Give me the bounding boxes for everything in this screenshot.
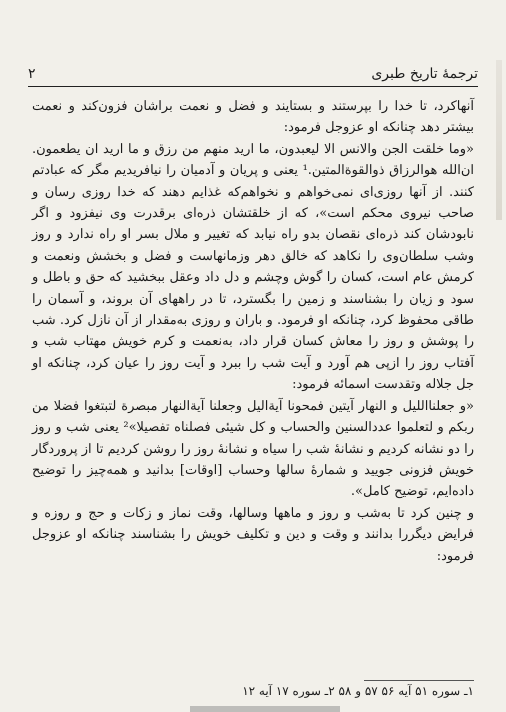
scan-artifact <box>190 706 340 712</box>
page-number: ۲ <box>28 66 36 82</box>
paragraph: «و جعلنااللیل و النهار آیتین فمحونا آیةالیل وجعلنا آیةالنهار مبصرة لتبتغوا فضلا من ربکم و لتعلموا عددالسنین والحساب و کل شیئی فصلناه تفصیلا»² یعنی شب و روز را دو نشانه کردیم و نشانهٔ شب را سیاه و نشانهٔ روز را روشن کردیم تا از پروردگار خویش فزونی جویید و شمارهٔ سالها وحساب [اوقات] بدانید و همه‌چیز را توضیح داده‌ایم، توضیح کامل». <box>32 398 474 500</box>
footnote-rule <box>364 680 474 681</box>
paragraph: و چنین کرد تا به‌شب و روز و ماهها وسالها، وقت نماز و زکات و حج و روزه و فرایض دیگررا بدانند و وقت و دین و تکلیف خویش را بشناسند چنانکه او عزوجل فرمود: <box>32 505 474 564</box>
paragraph: آنهاکرد، تا خدا را بپرستند و بستایند و فضل و نعمت براشان فزون‌کند و نعمت بیشتر دهد چنانکه او عزوجل فرمود: <box>32 99 474 136</box>
scan-edge-stamp <box>496 60 502 220</box>
paragraph: «وما خلقت الجن والانس الا لیعبدون، ما ارید منهم من رزق و ما ارید ان یطعمون. ان‌الله هوالرزاق ذوالقوةالمتین.¹ یعنی و پریان و آدمیان را نیافریدیم مگر که عبادتم کنند. از آنها روزی‌ای نمی‌خواهم و نخواهم‌که غذایم دهند که خدا روزی رسان و صاحب نیروی محکم است»، که از خلقتشان ذره‌ای برقدرت وی نیفزود و اگر نابودشان کند ذره‌ای نقصان بدو راه نیابد که تغییر و ملال بسر او راه ندارد و روز وشب سلطان‌وی را نکاهد که خالق دهر وزمانهاست و فضل و بخشش ونعمت و کرمش عام است، کسان را گوش وچشم و دل داد وعقل ببخشید که حق و باطل و سود و زیان را بشناسند و زمین را بگسترد، تا در راههای آن بروند، و آسمان را طاقی محفوظ کرد، چنانکه او فرمود. و باران و روزی به‌مقدار از آن نازل کرد. شب را پوشش و روز را معاش کسان قرار داد، به‌نعمت و کرم خویش مهتاب شب و آفتاب روز را ازپی هم آورد و آیت شب را ببرد و آیت روز را عیان کرد، چنانکه او جل جلاله وتقدست اسمائه فرمود: <box>32 141 474 393</box>
book-title: ترجمهٔ تاریخ طبری <box>371 66 478 82</box>
footnotes: ۱ـ سوره ۵۱ آیه ۵۶ ۵۷ و ۵۸ ۲ـ سوره ۱۷ آیه ۱۲ <box>242 684 474 698</box>
running-header <box>28 62 478 86</box>
header-rule <box>28 86 478 87</box>
body-text <box>32 96 474 567</box>
